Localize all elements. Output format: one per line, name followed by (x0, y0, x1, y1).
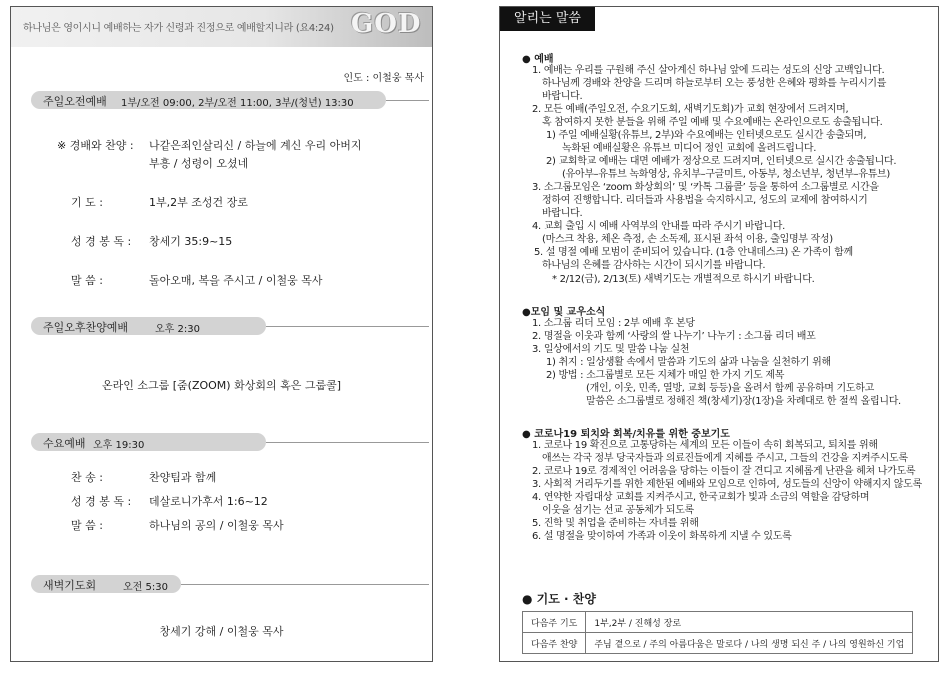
row-value: 돌아오매, 복을 주시고 / 이철웅 목사 (149, 274, 323, 287)
row-label: 기 도 : (71, 196, 103, 209)
heading-praise: ● 기도 · 찬양 (522, 592, 596, 606)
heading-prayer: ● 코로나19 퇴치와 회복/치유를 위한 중보기도 (522, 429, 730, 440)
row-value: 창세기 35:9~15 (149, 235, 233, 248)
worship-line: 1) 주일 예배실황(유튜브, 2부)와 수요예배는 인터넷으로도 실시간 송출되며, (546, 130, 867, 141)
row-value: 1부,2부 조성건 장로 (149, 196, 248, 209)
divider (266, 442, 429, 443)
meetings-line: 3. 일상에서의 기도 및 말씀 나눔 실천 (532, 344, 690, 355)
row-label: 성 경 봉 독 : (71, 235, 132, 248)
worship-line: 바랍니다. (542, 91, 583, 102)
worship-line: (마스크 착용, 체온 측정, 손 소독제, 표시된 좌석 이용, 출입명부 작성) (542, 234, 833, 245)
row-label: 찬 송 : (71, 471, 103, 484)
dawn-note: 창세기 강해 / 이철웅 목사 (159, 625, 284, 638)
worship-line: (유아부–유튜브 녹화영상, 유치부–구글미트, 아동부, 청소년부, 청년부–유튜브) (562, 169, 891, 180)
row-label: 성 경 봉 독 : (71, 495, 132, 508)
section-title: 수요예배 (43, 437, 86, 450)
prayer-line: 6. 설 명절을 맞이하여 가족과 이웃이 화목하게 지낼 수 있도록 (532, 531, 792, 542)
table-row (523, 612, 913, 633)
table-value: 주님 곁으로 / 주의 아름다움은 말로다 / 나의 생명 되신 주 / 나의 영원하신 기업 (586, 633, 913, 654)
table-key: 다음주 기도 (523, 612, 586, 633)
worship-line: 2. 모든 예배(주일오전, 수요기도회, 새벽기도회)가 교회 현장에서 드려지며, (532, 104, 849, 115)
worship-line: 1. 예배는 우리를 구원해 주신 살아계신 하나님 앞에 드리는 성도의 신앙 고백입니다. (532, 65, 885, 76)
section-time: 오전 5:30 (123, 582, 168, 593)
table-key: 다음주 찬양 (523, 633, 586, 654)
row-value: 데살로니가후서 1:6~12 (149, 495, 268, 508)
row-value: 부흥 / 성령이 오셨네 (149, 157, 249, 170)
prayer-line: 애쓰는 각국 정부 당국자들과 의료진들에게 지혜를 주시고, 그들의 건강을 지켜주시도록 (542, 453, 908, 464)
table-value: 1부,2부 / 진해성 장로 (586, 612, 913, 633)
prayer-line: 2. 코로나 19로 경제적인 어려움을 당하는 이들이 잘 견디고 지혜롭게 난관을 헤쳐 나가도록 (532, 466, 916, 477)
god-logo: GOD (351, 9, 422, 39)
table-row (523, 633, 913, 654)
worship-line: 혹 참여하지 못한 분들을 위해 주일 예배 및 수요예배는 온라인으로도 송출됩니다. (542, 117, 883, 128)
worship-line: * 2/12(금), 2/13(토) 새벽기도는 개별적으로 하시기 바랍니다. (552, 274, 815, 285)
row-label: 말 씀 : (71, 274, 103, 287)
worship-line: 2) 교회학교 예배는 대면 예배가 정상으로 드려지며, 인터넷으로 실시간 송출됩니다. (546, 156, 897, 167)
prayer-line: 1. 코로나 19 확진으로 고통당하는 세계의 모든 이들이 속히 회복되고, 퇴치를 위해 (532, 440, 878, 451)
row-value: 찬양팀과 함께 (149, 471, 217, 484)
divider (386, 100, 429, 101)
prayer-line: 5. 진학 및 취업을 준비하는 자녀를 위해 (532, 518, 699, 529)
worship-leader: 인도 : 이철웅 목사 (343, 73, 424, 84)
worship-line: 녹화된 예배실황은 유튜브 미디어 정인 교회에 올려드립니다. (562, 143, 817, 154)
meetings-line: 1. 소그룹 리더 모임 : 2부 예배 후 본당 (532, 318, 695, 329)
worship-line: 5. 설 명절 예배 모범이 준비되어 있습니다. (1층 안내데스크) 온 가족이 함께 (534, 247, 853, 258)
section-title: 주일오전예배 (43, 95, 107, 108)
row-label: ※ 경배와 찬양 : (57, 139, 134, 152)
meetings-line: 2. 명절을 이웃과 함께 ‘사랑의 쌀 나누기’ 나누기 : 소그룹 리더 배포 (532, 331, 816, 342)
row-value: 하나님의 공의 / 이철웅 목사 (149, 519, 284, 532)
heading-meetings: ●모임 및 교우소식 (522, 307, 606, 318)
section-time: 오후 2:30 (155, 324, 200, 335)
worship-line: 4. 교회 출입 시 예배 사역부의 안내를 따라 주시기 바랍니다. (532, 221, 786, 232)
meetings-line: 1) 취지 : 일상생활 속에서 말씀과 기도의 삶과 나눔을 실천하기 위해 (546, 357, 831, 368)
meetings-line: 2) 방법 : 소그룹별로 모든 지체가 매일 한 가지 기도 제목 (546, 370, 785, 381)
worship-line: 정하여 진행합니다. 리더들과 사용법을 숙지하시고, 성도의 교제에 참여하시기 (542, 195, 868, 206)
row-label: 말 씀 : (71, 519, 103, 532)
praise-table (522, 611, 913, 654)
section-time: 1부/오전 09:00, 2부/오전 11:00, 3부/(청년) 13:30 (121, 98, 354, 109)
meetings-line: 말씀은 소그룹별로 정해진 책(창세기)장(1장)을 차례대로 한 절씩 올립니다. (586, 396, 901, 407)
divider (266, 326, 429, 327)
afternoon-note: 온라인 소그룹 [줌(ZOOM) 화상회의 혹은 그룹콜] (101, 379, 341, 392)
announcements-title: 알리는 말씀 (500, 7, 595, 31)
prayer-line: 이웃을 섬기는 선교 공동체가 되도록 (542, 505, 694, 516)
worship-order-panel (10, 6, 433, 662)
verse-text: 하나님은 영이시니 예배하는 자가 신령과 진정으로 예배할지니라 (요4:24) (23, 23, 334, 34)
section-title: 새벽기도회 (43, 579, 97, 592)
section-time: 오후 19:30 (93, 440, 145, 451)
meetings-line: (개인, 이웃, 민족, 열방, 교회 등등)을 올려서 함께 공유하며 기도하고 (586, 383, 874, 394)
section-title: 주일오후찬양예배 (43, 321, 129, 334)
prayer-line: 4. 연약한 자립대상 교회를 지켜주시고, 한국교회가 빛과 소금의 역할을 감당하며 (532, 492, 870, 503)
announcements-panel (499, 6, 939, 662)
row-value: 나같은죄인살리신 / 하늘에 계신 우리 아버지 (149, 139, 362, 152)
worship-line: 하나님께 경배와 찬양을 드리며 하늘로부터 오는 풍성한 은혜와 평화를 누리시기를 (542, 78, 887, 89)
worship-line: 하나님의 은혜를 감사하는 시간이 되시기를 바랍니다. (542, 260, 766, 271)
worship-line: 3. 소그룹모임은 ‘zoom 화상회의’ 및 ‘카톡 그룹콜’ 등을 통하여 소그룹별로 시간을 (532, 182, 879, 193)
worship-line: 바랍니다. (542, 208, 583, 219)
verse-banner (11, 7, 432, 47)
heading-worship: ● 예배 (522, 54, 554, 65)
prayer-line: 3. 사회적 거리두기를 위한 제한된 예배와 모임으로 인하여, 성도들의 신앙이 약해지지 않도록 (532, 479, 922, 490)
divider (181, 584, 429, 585)
